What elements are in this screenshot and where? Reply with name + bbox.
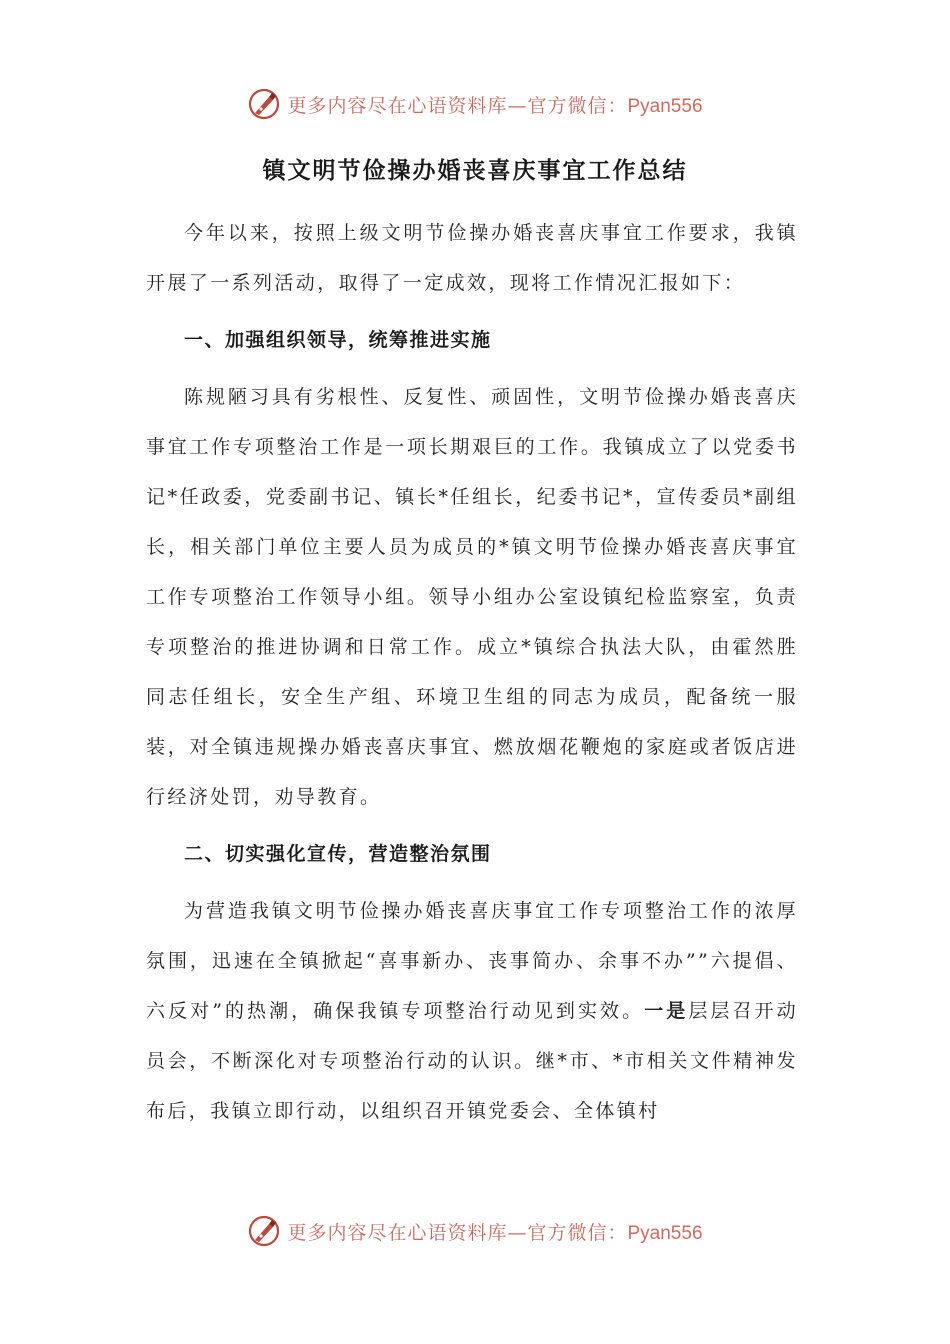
section1-heading: 一、加强组织领导，统筹推进实施 xyxy=(184,329,492,351)
pen-nib-circle-icon xyxy=(247,87,281,121)
banner-dash: — xyxy=(507,94,528,117)
document-body xyxy=(146,208,798,1136)
section2-paragraph xyxy=(146,886,798,1136)
section1-paragraph: 陈规陋习具有劣根性、反复性、顽固性，文明节俭操办婚丧喜庆事宜工作专项整治工作是一项长期艰巨的工作。我镇成立了以党委书记*任政委，党委副书记、镇长*任组长，纪委书记*，宣传委员*副组长，相关部门单位主要人员为成员的*镇文明节俭操办婚丧喜庆事宜工作专项整治工作领导小组。领导小组办公室设镇纪检监察室，负责专项整治的推进协调和日常工作。成立*镇综合执法大队，由霍然胜同志任组长，安全生产组、环境卫生组的同志为成员，配备统一服装，对全镇违规操办婚丧喜庆事宜、燃放烟花鞭炮的家庭或者饭店进行经济处罚，劝导教育。 xyxy=(146,386,798,808)
intro-paragraph: 今年以来，按照上级文明节俭操办婚丧喜庆事宜工作要求，我镇开展了一系列活动，取得了一定成效，现将工作情况汇报如下： xyxy=(146,222,798,294)
banner-dash: — xyxy=(507,1221,528,1244)
section2-body-start: 为营造我镇文明节俭操办婚丧喜庆事宜工作专项整治工作的浓厚氛围，迅速在全镇掀起“喜事新办、丧事简办、余事不办””六提倡、六反对”的热潮，确保我镇专项整治行动见到实效。 xyxy=(146,900,798,1022)
section2-emphasis: 一是 xyxy=(644,1000,689,1022)
section2-body-rest: 层层召开动员会，不断深化对专项整治行动的认识。继*市、*市相关文件精神发布后，我镇立即行动，以组织召开镇党委会、全体镇村 xyxy=(146,1000,798,1122)
document-title: 镇文明节俭操办婚丧喜庆事宜工作总结 xyxy=(262,158,688,184)
banner-text xyxy=(287,91,702,118)
banner-suffix: 官方微信： xyxy=(527,94,628,117)
pen-nib-circle-icon xyxy=(247,1214,281,1248)
footer-watermark-banner xyxy=(0,1211,950,1251)
banner-site-name: 更多内容尽在心语资料库 xyxy=(287,1221,508,1244)
header-watermark-banner xyxy=(0,84,950,124)
banner-text xyxy=(287,1218,702,1245)
banner-suffix: 官方微信： xyxy=(527,1221,628,1244)
banner-site-name: 更多内容尽在心语资料库 xyxy=(287,94,508,117)
banner-wechat-handle: Pyan556 xyxy=(627,1222,703,1244)
banner-wechat-handle: Pyan556 xyxy=(627,95,703,117)
section2-heading: 二、切实强化宣传，营造整治氛围 xyxy=(184,843,492,865)
